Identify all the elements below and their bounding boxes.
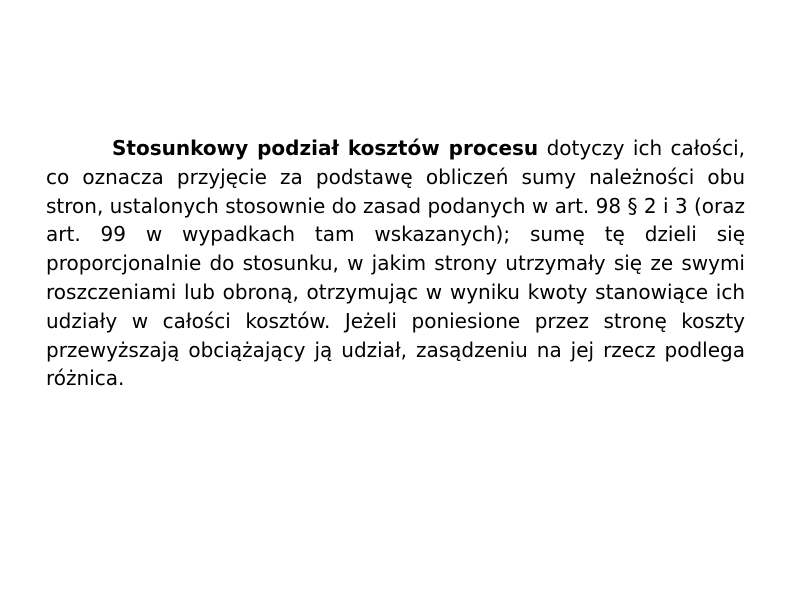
paragraph-body: dotyczy ich całości, co oznacza przyjęcie za podstawę obliczeń sumy należności obu stron, ustalonych stosownie do zasad podanych w art. 98 § 2 i 3 (oraz art. 99 w wypadkach tam wskazanych); sumę tę dzieli się proporcjonalnie do stosunku, w jakim strony utrzymały się ze swymi roszczeniami lub obroną, otrzymując w wyniku kwoty stanowiące ich udziały w całości kosztów. Jeżeli poniesione przez stronę koszty przewyższają obciążający ją udział, zasądzeniu na jej rzecz podlega różnica. xyxy=(46,136,745,391)
paragraph xyxy=(46,134,745,393)
bold-lead-phrase: Stosunkowy podział kosztów procesu xyxy=(112,136,539,160)
